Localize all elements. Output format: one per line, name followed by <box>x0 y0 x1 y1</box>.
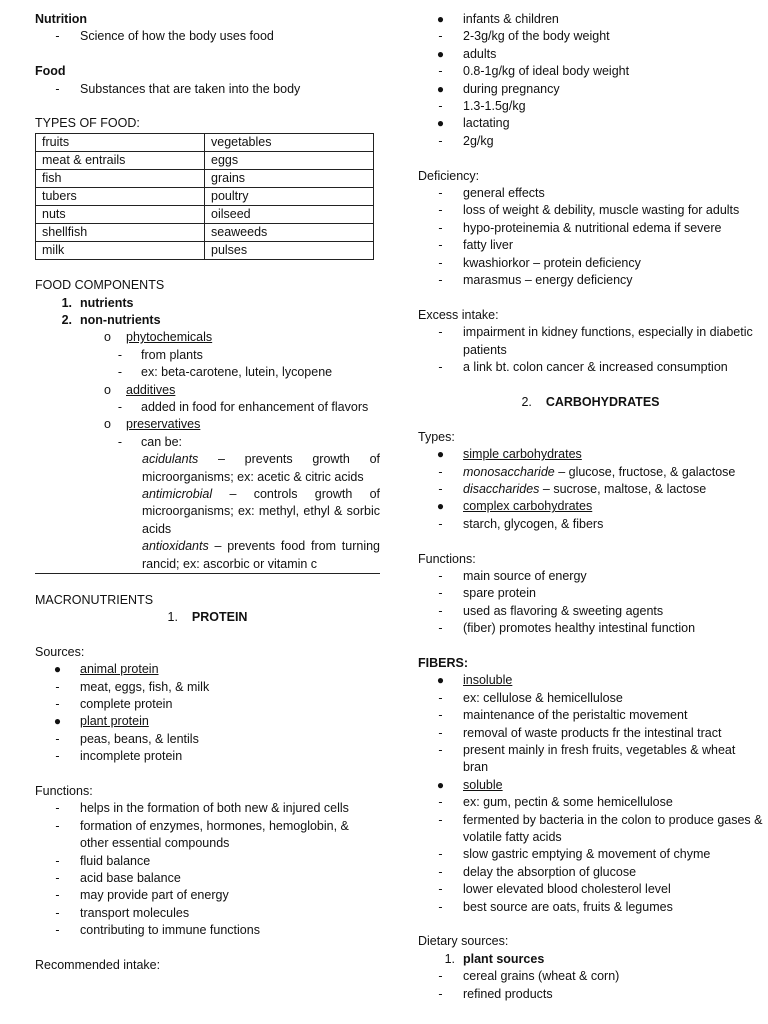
types-of-food-table <box>35 133 374 260</box>
recommended-intake-heading: Recommended intake: <box>35 957 161 972</box>
table-row <box>36 169 374 187</box>
soluble-item: ● soluble <box>436 777 503 792</box>
table-cell: eggs <box>205 151 374 169</box>
table-cell: seaweeds <box>205 223 374 241</box>
list-item: - a link bt. colon cancer & increased consumption <box>438 360 728 375</box>
preservative-antioxidants: antioxidants – prevents food from turning rancid; ex: ascorbic or vitamin c <box>35 538 380 574</box>
list-item: - contributing to immune functions <box>55 923 260 938</box>
list-item: - transport molecules <box>55 905 190 920</box>
fibers-heading: FIBERS: <box>418 655 468 670</box>
insoluble-item: ● insoluble <box>436 673 513 688</box>
list-item: - fluid balance <box>55 853 151 868</box>
functions-heading: Functions: <box>35 783 93 798</box>
list-item: - from plants <box>117 347 203 362</box>
intake-pregnancy: ● during pregnancy <box>436 81 560 96</box>
additives-item: o additives <box>104 382 176 397</box>
preservatives-item: o preservatives <box>104 417 201 432</box>
protein-heading: 1. PROTEIN <box>167 609 248 624</box>
list-item: - slow gastric emptying & movement of chyme <box>438 847 711 862</box>
intake-adults: ● adults <box>436 46 497 61</box>
list-item: - monosaccharide – glucose, fructose, & galactose <box>438 464 736 479</box>
table-row <box>36 205 374 223</box>
list-item: - complete protein <box>55 696 173 711</box>
carb-functions-heading: Functions: <box>418 551 476 566</box>
table-row <box>36 133 374 151</box>
list-item: - general effects <box>438 186 545 201</box>
excess-list <box>418 324 763 376</box>
list-item: - spare protein <box>438 586 536 601</box>
intake-lactating: ● lactating <box>436 116 510 131</box>
table-row <box>36 151 374 169</box>
types-of-food-heading: TYPES OF FOOD: <box>35 116 140 131</box>
animal-protein-item: ● animal protein <box>53 662 159 677</box>
list-item: - added in food for enhancement of flavors <box>117 400 369 415</box>
list-item: - helps in the formation of both new & injured cells <box>55 801 349 816</box>
list-item: - meat, eggs, fish, & milk <box>55 679 210 694</box>
list-item: - ex: cellulose & hemicellulose <box>438 690 623 705</box>
list-item: - present mainly in fresh fruits, vegetables & wheat bran <box>438 742 736 775</box>
list-item: - refined products <box>438 986 553 1001</box>
table-cell: fruits <box>36 133 205 151</box>
list-item: - hypo-proteinemia & nutritional edema if severe <box>438 220 722 235</box>
food-heading: Food <box>35 64 66 79</box>
sources-heading: Sources: <box>35 644 85 659</box>
list-item: - best source are oats, fruits & legumes <box>438 899 673 914</box>
protein-functions-list <box>35 800 380 939</box>
list-item: - starch, glycogen, & fibers <box>438 516 604 531</box>
macronutrients-heading: MACRONUTRIENTS <box>35 592 154 607</box>
nutrition-definition: - Science of how the body uses food <box>55 29 274 44</box>
component-non-nutrients: 2. non-nutrients <box>61 313 161 328</box>
list-item: - 2g/kg <box>438 133 494 148</box>
component-nutrients: 1. nutrients <box>61 295 134 310</box>
list-item: - kwashiorkor – protein deficiency <box>438 255 641 270</box>
list-item: - delay the absorption of glucose <box>438 864 637 879</box>
list-item: - disaccharides – sucrose, maltose, & lactose <box>438 481 707 496</box>
list-item: - (fiber) promotes healthy intestinal function <box>438 621 696 636</box>
table-cell: nuts <box>36 205 205 223</box>
list-item: - main source of energy <box>438 568 587 583</box>
table-cell: shellfish <box>36 223 205 241</box>
food-components-heading: FOOD COMPONENTS <box>35 278 165 293</box>
table-row <box>36 223 374 241</box>
soluble-list <box>418 794 763 916</box>
list-item: - removal of waste products fr the intestinal tract <box>438 725 722 740</box>
table-cell: meat & entrails <box>36 151 205 169</box>
carbohydrates-heading: 2. CARBOHYDRATES <box>521 394 660 409</box>
list-item: - fatty liver <box>438 238 514 253</box>
table-row <box>36 241 374 259</box>
deficiency-heading: Deficiency: <box>418 168 480 183</box>
deficiency-list <box>418 185 763 289</box>
list-item: - formation of enzymes, hormones, hemoglobin, & other essential compounds <box>55 818 349 851</box>
food-definition: - Substances that are taken into the body <box>55 81 301 96</box>
list-item: - used as flavoring & sweeting agents <box>438 603 664 618</box>
simple-carbs-item: ● simple carbohydrates <box>436 447 582 462</box>
nutrition-heading: Nutrition <box>35 12 88 26</box>
table-cell: pulses <box>205 241 374 259</box>
complex-carbs-item: ● complex carbohydrates <box>436 499 593 514</box>
table-cell: fish <box>36 169 205 187</box>
list-item: - acid base balance <box>55 870 181 885</box>
carb-functions-list <box>418 568 763 638</box>
table-cell: oilseed <box>205 205 374 223</box>
right-column <box>418 11 763 1003</box>
list-item: - 1.3-1.5g/kg <box>438 99 526 114</box>
insoluble-list <box>418 690 763 777</box>
list-item: - 2-3g/kg of the body weight <box>438 29 610 44</box>
list-item: - can be: <box>117 434 183 449</box>
preservative-antimicrobial: antimicrobial – controls growth of microorganisms; ex: methyl, ethyl & sorbic acids <box>142 487 380 536</box>
list-item: - lower elevated blood cholesterol level <box>438 882 671 897</box>
preservative-acidulants: acidulants – prevents growth of microorganisms; ex: acetic & citric acids <box>142 452 380 484</box>
list-item: - ex: beta-carotene, lutein, lycopene <box>117 365 333 380</box>
table-row <box>36 187 374 205</box>
plant-sources-item: 1. plant sources <box>444 951 545 966</box>
left-column <box>35 11 380 974</box>
table-cell: poultry <box>205 187 374 205</box>
table-cell: grains <box>205 169 374 187</box>
list-item: - fermented by bacteria in the colon to produce gases & volatile fatty acids <box>438 812 763 844</box>
plant-protein-item: ● plant protein <box>53 714 149 729</box>
carb-types-heading: Types: <box>418 429 455 444</box>
excess-intake-heading: Excess intake: <box>418 307 499 322</box>
table-cell: tubers <box>36 187 205 205</box>
list-item: - ex: gum, pectin & some hemicellulose <box>438 795 673 810</box>
list-item: - peas, beans, & lentils <box>55 731 199 746</box>
dietary-sources-heading: Dietary sources: <box>418 934 509 949</box>
intake-infants: ● infants & children <box>436 12 559 26</box>
list-item: - loss of weight & debility, muscle wasting for adults <box>438 203 740 218</box>
phytochemicals-item: o phytochemicals <box>104 330 213 345</box>
list-item: - may provide part of energy <box>55 888 229 903</box>
list-item: - maintenance of the peristaltic movement <box>438 708 688 723</box>
list-item: - 0.8-1g/kg of ideal body weight <box>438 64 630 79</box>
list-item: - impairment in kidney functions, especially in diabetic patients <box>438 325 753 357</box>
list-item: - incomplete protein <box>55 749 183 764</box>
table-cell: vegetables <box>205 133 374 151</box>
list-item: - cereal grains (wheat & corn) <box>438 969 620 984</box>
list-item: - marasmus – energy deficiency <box>438 273 633 288</box>
table-cell: milk <box>36 241 205 259</box>
